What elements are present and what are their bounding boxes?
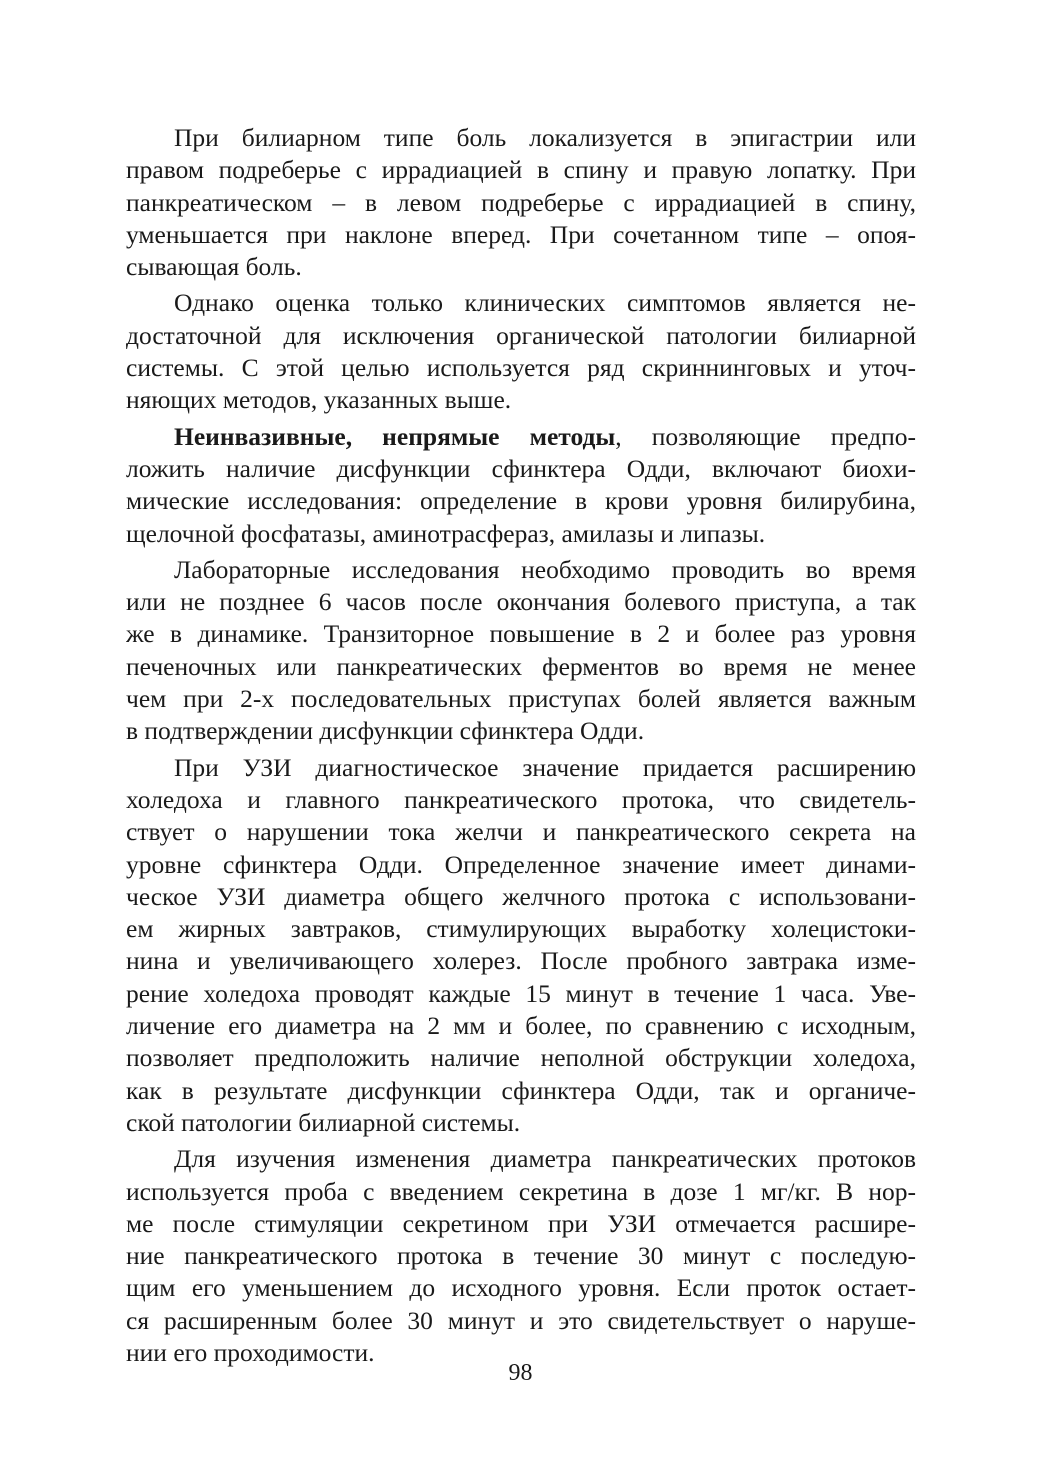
body-text xyxy=(126,122,916,1369)
text-line: же в динамике. Транзиторное повышение в 2 и более раз уровня xyxy=(126,619,916,649)
text-line: Лабораторные исследования необходимо проводить во время xyxy=(174,554,916,584)
paragraph-noninvasive-methods xyxy=(126,421,916,550)
text-line: используется проба с введением секретина в дозе 1 мг/кг. В нор- xyxy=(126,1176,916,1206)
text-line: нина и увеличивающего холерез. После пробного завтрака изме- xyxy=(126,946,916,976)
text-line: щелочной фосфатазы, аминотрасфераз, амилазы и липазы. xyxy=(126,518,766,548)
text-fragment: , позволяющие предпо- xyxy=(615,421,916,451)
text-line: системы. С этой целью используется ряд скриннинговых и уточ- xyxy=(126,353,916,383)
text-line: сывающая боль. xyxy=(126,252,302,282)
text-line: При УЗИ диагностическое значение придается расширению xyxy=(174,752,916,782)
text-line: печеночных или панкреатических ферментов во время не менее xyxy=(126,651,916,681)
text-line: мические исследования: определение в крови уровня билирубина, xyxy=(126,486,916,516)
text-line: холедоха и главного панкреатического протока, что свидетель- xyxy=(126,784,916,814)
text-line: ся расширенным более 30 минут и это свидетельствует о наруше- xyxy=(126,1305,916,1335)
text-line: правом подреберье с иррадиацией в спину и правую лопатку. При xyxy=(126,155,916,185)
text-line: панкреатическом – в левом подреберье с иррадиацией в спину, xyxy=(126,187,916,217)
text-line: уровне сфинктера Одди. Определенное значение имеет динами- xyxy=(126,849,916,879)
text-line: достаточной для исключения органической патологии билиарной xyxy=(126,320,916,350)
text-line: щим его уменьшением до исходного уровня. Если проток остает- xyxy=(126,1273,916,1303)
text-line: няющих методов, указанных выше. xyxy=(126,385,512,415)
text-line: личение его диаметра на 2 мм и более, по сравнению с исходным, xyxy=(126,1011,916,1041)
text-line: ние панкреатического протока в течение 30 минут с последую- xyxy=(126,1241,916,1271)
text-line: ствует о нарушении тока желчи и панкреатического секрета на xyxy=(126,817,916,847)
text-line: нии его проходимости. xyxy=(126,1337,375,1367)
text-line: или не позднее 6 часов после окончания болевого приступа, а так xyxy=(126,587,916,617)
text-line: чем при 2-х последовательных приступах болей является важным xyxy=(126,684,916,714)
text-line xyxy=(126,421,916,453)
text-line: рение холедоха проводят каждые 15 минут в течение 1 часа. Уве- xyxy=(126,978,916,1008)
text-line: Для изучения изменения диаметра панкреатических протоков xyxy=(174,1144,916,1174)
text-line: уменьшается при наклоне вперед. При сочетанном типе – опоя- xyxy=(126,219,916,249)
text-line: ческое УЗИ диаметра общего желчного протока с использовани- xyxy=(126,881,916,911)
text-line: ской патологии билиарной системы. xyxy=(126,1107,521,1137)
paragraph-biliary-pain xyxy=(126,122,916,283)
page-number: 98 xyxy=(508,1360,533,1386)
paragraph-laboratory xyxy=(126,554,916,748)
text-line: ложить наличие дисфункции сфинктера Одди, включают биохи- xyxy=(126,453,916,483)
paragraph-secretin-test xyxy=(126,1143,916,1369)
text-line: Однако оценка только клинических симптомов является не- xyxy=(174,288,916,318)
text-line: ем жирных завтраков, стимулирующих выработку холецистоки- xyxy=(126,914,916,944)
text-line: ме после стимуляции секретином при УЗИ отмечается расшире- xyxy=(126,1208,916,1238)
paragraph-ultrasound xyxy=(126,752,916,1140)
paragraph-clinical-assessment xyxy=(126,287,916,416)
text-line: При билиарном типе боль локализуется в эпигастрии или xyxy=(174,123,916,152)
text-line: в подтверждении дисфункции сфинктера Одди. xyxy=(126,716,645,746)
bold-term: Неинвазивные, непрямые методы xyxy=(174,421,616,451)
text-line: позволяет предположить наличие неполной обструкции холедоха, xyxy=(126,1043,916,1073)
text-line: как в результате дисфункции сфинктера Одди, так и органиче- xyxy=(126,1075,916,1105)
